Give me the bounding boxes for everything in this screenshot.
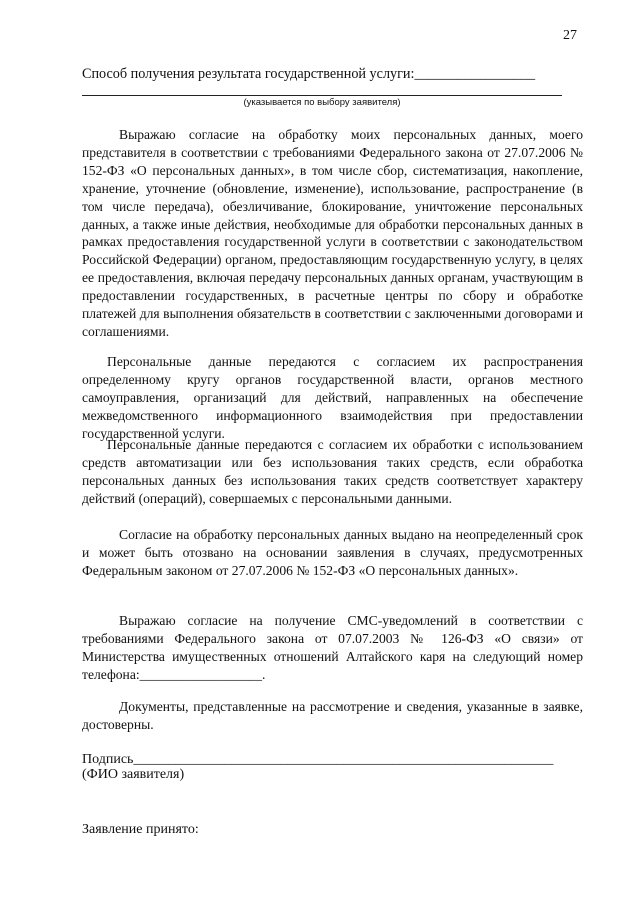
consent-paragraph-distribution: Персональные данные передаются с согласием их распространения определенному кругу органов государственной власти, органов местного самоуправления, организаций для действий, направленных на обеспечение межведомственного информационного взаимодействия при предоставлении государственной услуги.: [82, 354, 583, 441]
result-method-hint: (указывается по выбору заявителя): [243, 97, 401, 108]
documents-paragraph: Документы, представленные на рассмотрение и сведения, указанные в заявке, достоверны.: [82, 699, 583, 732]
consent-paragraph-automation: Персональные данные передаются с согласием их обработки с использованием средств автоматизации или без использования таких средств, если обработка персональных данных без использования таких средств соответствует характеру действий (операций), совершаемых с персональными данными.: [82, 437, 583, 506]
consent-paragraph-processing: Выражаю согласие на обработку моих персональных данных, моего представителя в соответствии с требованиями Федерального закона от 27.07.2006 № 152-ФЗ «О персональных данных», в том числе сбор, систематизация, накопление, хранение, уточнение (обновление, изменение), использование, распространение (в том числе передача), обезличивание, блокирование, уничтожение персональных данных, а также иные действия, необходимые для обработки персональных данных в рамках предоставления государственной услуги в соответствии с законодательством Российской Федерации) органом, предоставляющим государственную услугу, в целях ее предоставления, включая передачу персональных данных органам, участвующим в предоставлении государственных, в расчетные центры по сбору и обработке платежей для выполнения обязательств в соответствии с заключенными договорами и соглашениями.: [82, 127, 583, 339]
fio-label: (ФИО заявителя): [82, 767, 185, 782]
consent-paragraph-term: Согласие на обработку персональных данных выдано на неопределенный срок и может быть отозвано на основании заявления в случаях, предусмотренных Федеральным законом от 27.07.2006 № 152-ФЗ «О персональных данных».: [82, 527, 583, 578]
application-accepted-label: Заявление принято:: [82, 822, 199, 837]
sms-consent-paragraph: Выражаю согласие на получение СМС-уведомлений в соответствии с требованиями Федерального закона от 07.07.2003 № 126-ФЗ «О связи» от Министерства имущественных отношений Алтайского каря на следующий номер телефона:__________________.: [82, 613, 583, 682]
result-method-line: Способ получения результата государственной услуги:_________________: [82, 66, 536, 82]
page-number: 27: [563, 28, 577, 43]
signature-line: Подпись____________________________________________________________: [82, 752, 554, 767]
result-method-rule: [82, 95, 562, 96]
